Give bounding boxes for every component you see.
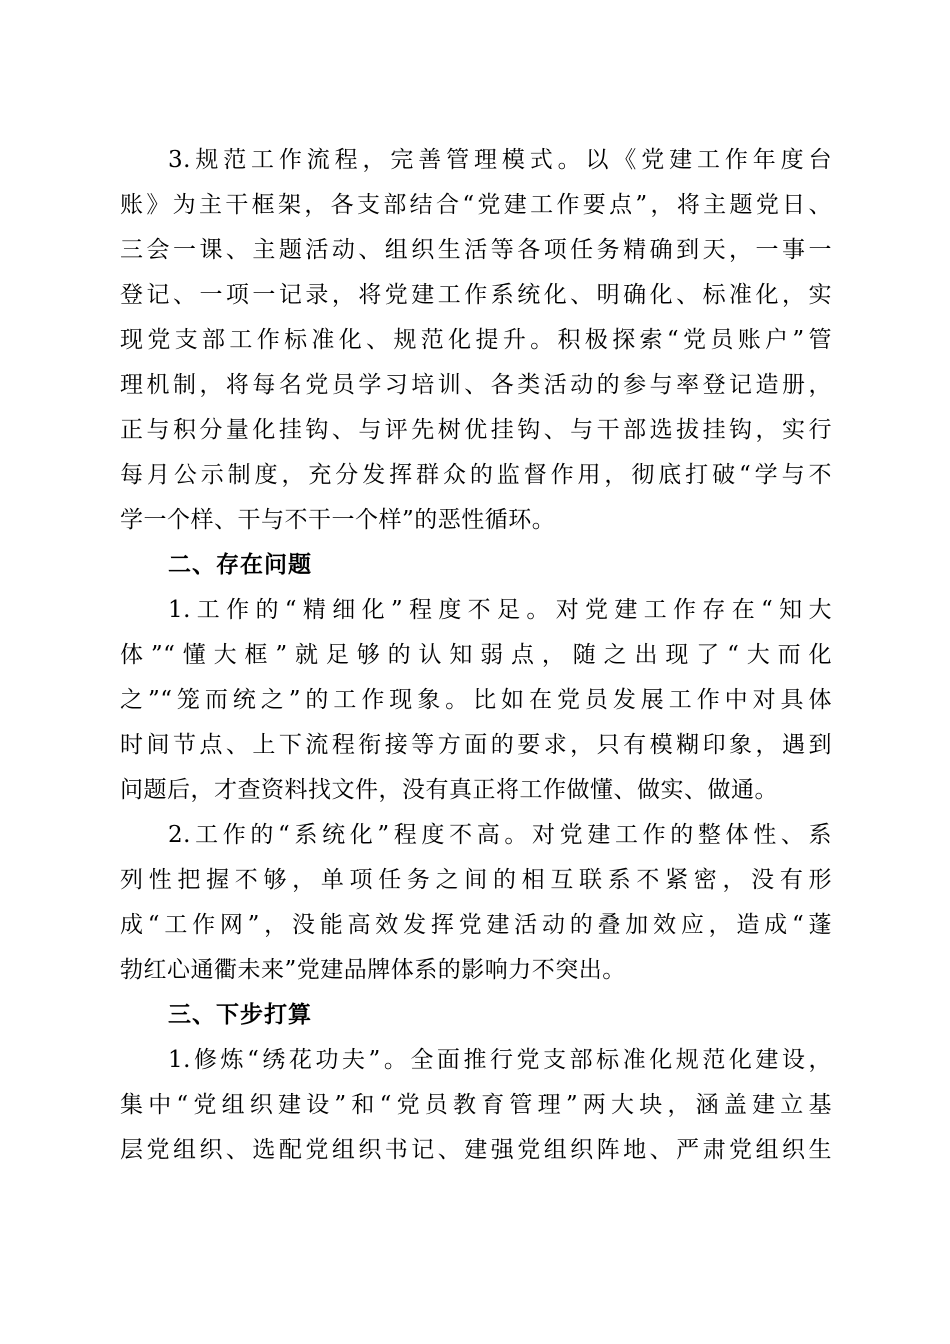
paragraph-next-step-embroidery bbox=[120, 1038, 832, 1173]
paragraph-standardize-workflow bbox=[120, 138, 832, 543]
text-line: 三会一课、主题活动、组织生活等各项任务精确到天，一事一 bbox=[120, 237, 832, 263]
text-line: 列性把握不够，单项任务之间的相互联系不紧密，没有形 bbox=[120, 867, 832, 893]
text-line: 学一个样、干与不干一个样”的恶性循环。 bbox=[120, 507, 556, 533]
text-line: 账》为主干框架，各支部结合“党建工作要点”，将主题党日、 bbox=[120, 192, 832, 218]
text-line: 1.修炼“绣花功夫”。全面推行党支部标准化规范化建设， bbox=[168, 1047, 832, 1073]
paragraph-problem-systematization bbox=[120, 813, 832, 993]
text-line: 集中“党组织建设”和“党员教育管理”两大块，涵盖建立基 bbox=[120, 1092, 832, 1118]
text-line: 理机制，将每名党员学习培训、各类活动的参与率登记造册， bbox=[120, 372, 832, 398]
text-line: 成“工作网”，没能高效发挥党建活动的叠加效应，造成“蓬 bbox=[120, 912, 832, 938]
text-line: 体”“懂大框”就足够的认知弱点，随之出现了“大而化 bbox=[120, 642, 832, 668]
paragraph-problem-refinement bbox=[120, 588, 832, 813]
text-line: 之”“笼而统之”的工作现象。比如在党员发展工作中对具体 bbox=[120, 687, 832, 713]
text-line: 勃红心通衢未来”党建品牌体系的影响力不突出。 bbox=[120, 957, 626, 983]
section-heading-problems: 二、存在问题 bbox=[168, 552, 312, 578]
text-line: 时间节点、上下流程衔接等方面的要求，只有模糊印象，遇到 bbox=[120, 732, 832, 758]
text-line: 3.规范工作流程，完善管理模式。以《党建工作年度台 bbox=[168, 147, 832, 173]
section-heading-next-steps: 三、下步打算 bbox=[168, 1002, 312, 1028]
document-body bbox=[120, 138, 832, 1173]
text-line: 正与积分量化挂钩、与评先树优挂钩、与干部选拔挂钩，实行 bbox=[120, 417, 832, 443]
text-line: 问题后，才查资料找文件，没有真正将工作做懂、做实、做通。 bbox=[120, 777, 778, 803]
text-line: 每月公示制度，充分发挥群众的监督作用，彻底打破“学与不 bbox=[120, 462, 832, 488]
text-line: 1.工作的“精细化”程度不足。对党建工作存在“知大 bbox=[168, 597, 832, 623]
text-line: 层党组织、选配党组织书记、建强党组织阵地、严肃党组织生 bbox=[120, 1137, 832, 1163]
text-line: 登记、一项一记录，将党建工作系统化、明确化、标准化，实 bbox=[120, 282, 832, 308]
text-line: 2.工作的“系统化”程度不高。对党建工作的整体性、系 bbox=[168, 822, 832, 848]
text-line: 现党支部工作标准化、规范化提升。积极探索“党员账户”管 bbox=[120, 327, 832, 353]
